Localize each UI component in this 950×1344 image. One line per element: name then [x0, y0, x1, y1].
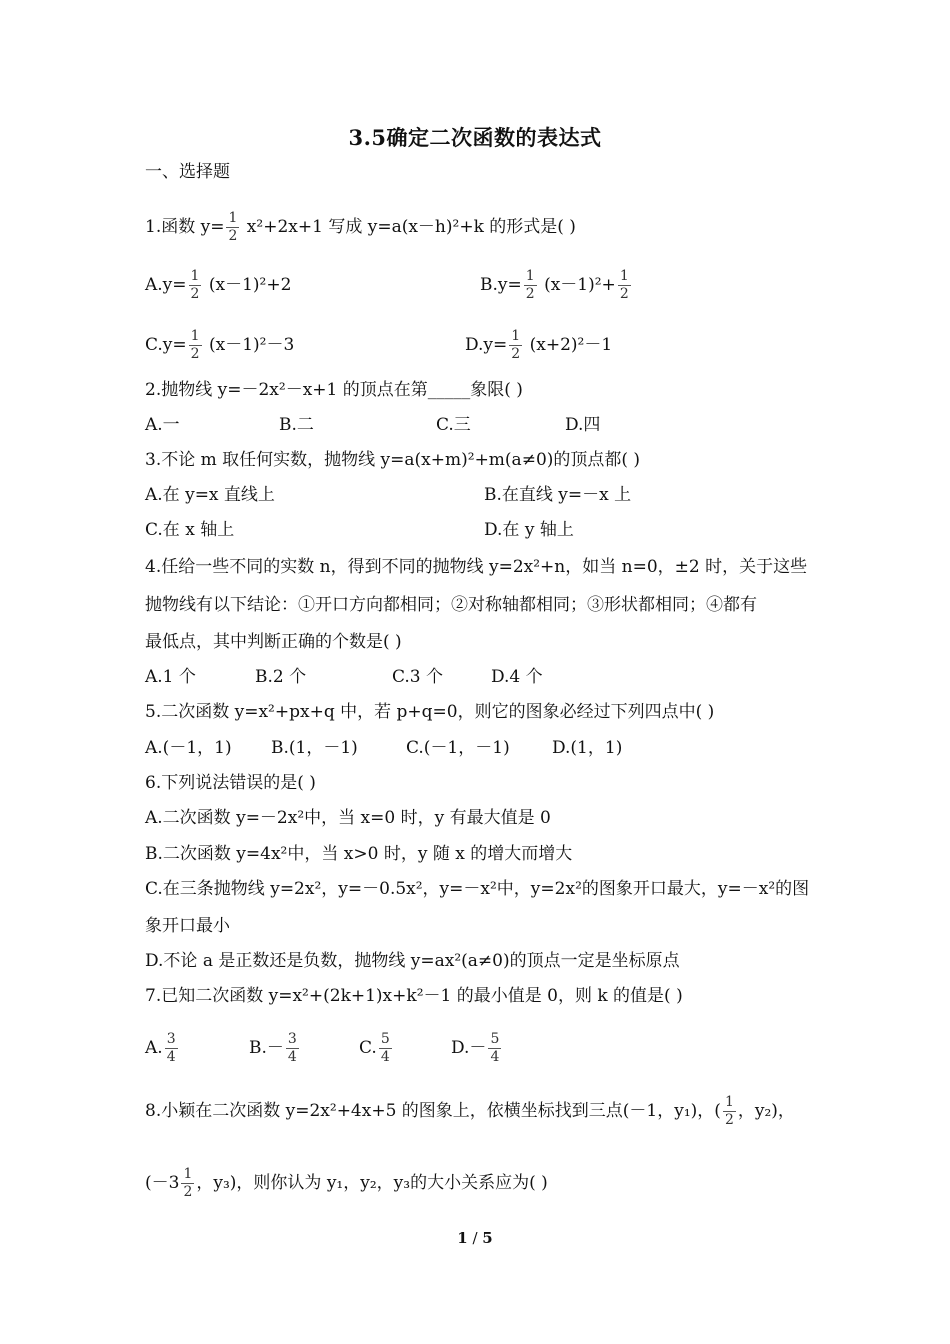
q2-option-a: A.一	[145, 415, 180, 435]
frac-num: 1	[511, 328, 521, 344]
question-1	[145, 210, 576, 245]
page-separator: /	[467, 1229, 483, 1247]
option-text: B.y=	[480, 275, 522, 295]
frac-num: 1	[619, 268, 629, 284]
q1-option-c	[145, 328, 294, 363]
q8-fraction	[181, 1166, 194, 1201]
q8-fraction	[723, 1094, 736, 1129]
frac-den: 2	[190, 286, 200, 302]
q3-option-a: A.在 y=x 直线上	[145, 485, 275, 505]
question-2: 2.抛物线 y=－2x²－x+1 的顶点在第_____象限( )	[145, 380, 523, 400]
frac-den: 4	[380, 1049, 390, 1065]
frac-num: 5	[380, 1031, 390, 1047]
frac-num: 3	[166, 1031, 176, 1047]
frac-num: 5	[490, 1031, 500, 1047]
q5-option-a: A.(－1，1)	[145, 738, 232, 758]
q2-option-b: B.二	[279, 415, 314, 435]
option-fraction	[488, 1031, 501, 1066]
q7-option-b	[249, 1031, 301, 1066]
q8-text-d: ，y₃)，则你认为 y₁，y₂，y₃的大小关系应为( )	[196, 1173, 548, 1193]
option-fraction	[189, 328, 202, 363]
q8-text-b: ，y₂)，	[737, 1101, 795, 1121]
frac-num: 1	[183, 1166, 193, 1182]
question-8-line-1	[145, 1094, 795, 1129]
q6-option-c-line-2: 象开口最小	[145, 916, 230, 936]
option-text: A.y=	[145, 275, 187, 295]
option-text: A.	[145, 1038, 163, 1058]
question-4-line-1: 4.任给一些不同的实数 n，得到不同的抛物线 y=2x²+n，如当 n=0，±2 时，关于这些	[145, 557, 808, 577]
frac-den: 4	[166, 1049, 176, 1065]
option-fraction	[618, 268, 631, 303]
option-text: (x+2)²－1	[524, 335, 613, 355]
option-text: D.－	[451, 1038, 487, 1058]
frac-den: 2	[190, 346, 200, 362]
q1-text-a: 1.函数 y=	[145, 217, 225, 237]
frac-num: 1	[525, 268, 535, 284]
option-fraction	[165, 1031, 178, 1066]
q1-option-a	[145, 268, 291, 303]
current-page: 1	[457, 1229, 468, 1247]
frac-num: 1	[724, 1094, 734, 1110]
q2-option-c: C.三	[436, 415, 471, 435]
frac-num: 1	[190, 328, 200, 344]
option-text: C.y=	[145, 335, 187, 355]
question-3: 3.不论 m 取任何实数，抛物线 y=a(x+m)²+m(a≠0)的顶点都( )	[145, 450, 641, 470]
frac-den: 2	[183, 1184, 193, 1200]
q1-option-d	[465, 328, 612, 363]
frac-den: 2	[228, 228, 238, 244]
q3-option-c: C.在 x 轴上	[145, 520, 235, 540]
q5-option-b: B.(1，－1)	[271, 738, 358, 758]
frac-den: 2	[511, 346, 521, 362]
option-fraction	[189, 268, 202, 303]
frac-den: 2	[619, 286, 629, 302]
question-4-line-3: 最低点，其中判断正确的个数是( )	[145, 632, 402, 652]
frac-num: 1	[190, 268, 200, 284]
frac-den: 2	[525, 286, 535, 302]
option-fraction	[524, 268, 537, 303]
frac-den: 4	[287, 1049, 297, 1065]
q5-option-d: D.(1，1)	[552, 738, 623, 758]
q6-option-a: A.二次函数 y=－2x²中，当 x=0 时，y 有最大值是 0	[145, 808, 551, 828]
section-heading: 一、选择题	[145, 162, 230, 182]
q6-option-c-line-1: C.在三条抛物线 y=2x²，y=－0.5x²，y=－x²中，y=2x²的图象开口最大，y=－x²的图	[145, 879, 810, 899]
option-fraction	[379, 1031, 392, 1066]
q6-option-d: D.不论 a 是正数还是负数，抛物线 y=ax²(a≠0)的顶点一定是坐标原点	[145, 951, 680, 971]
q7-option-c	[359, 1031, 394, 1066]
q1-text-b: x²+2x+1 写成 y=a(x－h)²+k 的形式是( )	[241, 217, 576, 237]
question-5: 5.二次函数 y=x²+px+q 中，若 p+q=0，则它的图象必经过下列四点中( )	[145, 702, 715, 722]
option-text: (x－1)²+2	[203, 275, 292, 295]
question-8-line-2	[145, 1166, 548, 1201]
page-title: 3.5确定二次函数的表达式	[348, 125, 602, 150]
frac-num: 1	[228, 210, 238, 226]
question-6: 6.下列说法错误的是( )	[145, 773, 316, 793]
question-4-line-2: 抛物线有以下结论：①开口方向都相同；②对称轴都相同；③形状都相同；④都有	[145, 595, 757, 615]
option-text: B.－	[249, 1038, 284, 1058]
frac-num: 3	[287, 1031, 297, 1047]
q8-text-a: 8.小颖在二次函数 y=2x²+4x+5 的图象上，依横坐标找到三点(－1，y₁)，(	[145, 1101, 721, 1121]
question-7: 7.已知二次函数 y=x²+(2k+1)x+k²－1 的最小值是 0，则 k 的值是( )	[145, 986, 683, 1006]
q4-option-d: D.4 个	[491, 667, 543, 687]
q1-fraction	[226, 210, 239, 245]
q7-option-d	[451, 1031, 503, 1066]
q8-text-c: (－3	[145, 1173, 180, 1193]
q6-option-b: B.二次函数 y=4x²中，当 x>0 时，y 随 x 的增大而增大	[145, 844, 573, 864]
q1-option-b	[480, 268, 633, 303]
q7-option-a	[145, 1031, 180, 1066]
frac-den: 4	[490, 1049, 500, 1065]
option-fraction	[286, 1031, 299, 1066]
option-text: (x－1)²－3	[203, 335, 295, 355]
q2-option-d: D.四	[565, 415, 601, 435]
q3-option-b: B.在直线 y=－x 上	[484, 485, 632, 505]
total-pages: 5	[482, 1229, 493, 1247]
option-text: D.y=	[465, 335, 508, 355]
q4-option-b: B.2 个	[255, 667, 307, 687]
q4-option-c: C.3 个	[392, 667, 444, 687]
q5-option-c: C.(－1，－1)	[406, 738, 510, 758]
frac-den: 2	[724, 1112, 734, 1128]
q4-option-a: A.1 个	[145, 667, 196, 687]
option-text: (x－1)²+	[538, 275, 616, 295]
q3-option-d: D.在 y 轴上	[484, 520, 574, 540]
option-fraction	[509, 328, 522, 363]
page-number	[0, 1229, 950, 1247]
option-text: C.	[359, 1038, 377, 1058]
